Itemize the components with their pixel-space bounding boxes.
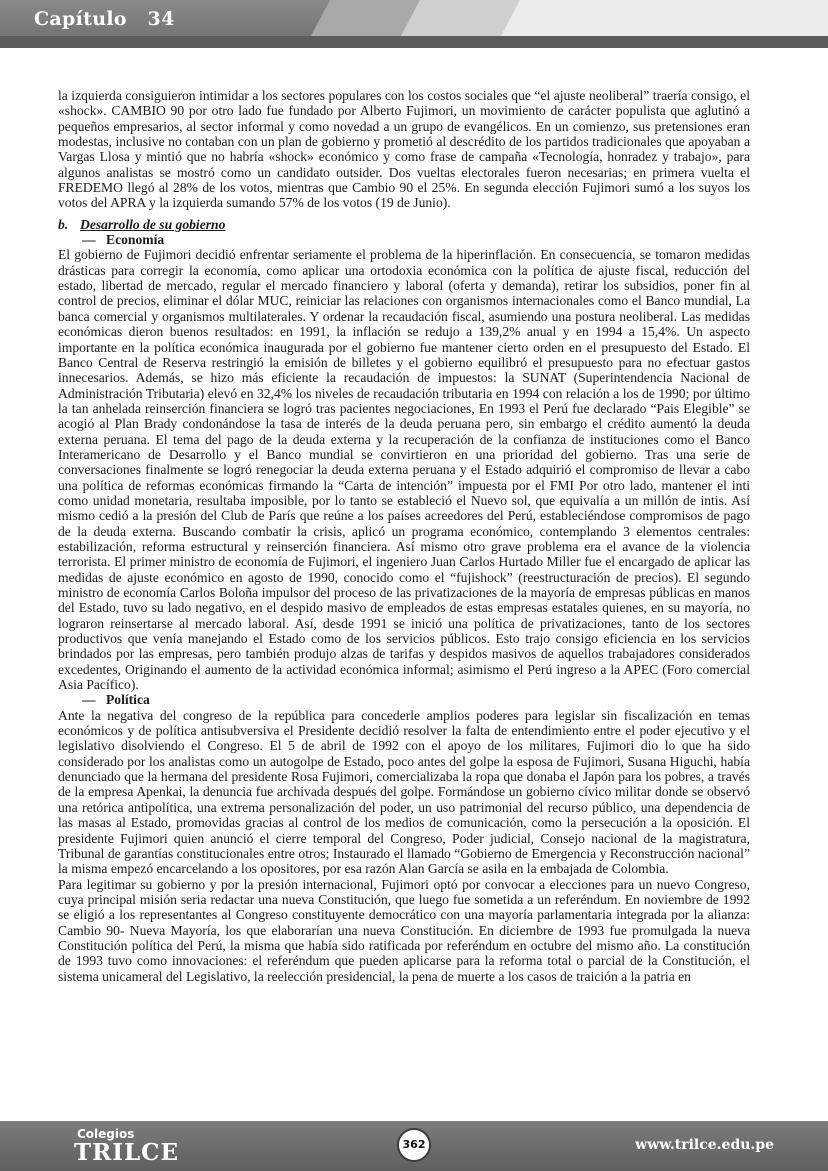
subheading-label: Política: [106, 692, 150, 708]
economia-paragraph: El gobierno de Fujimori decidió enfrentar seriamente el problema de la hiperinflación. En consecuencia, se tomaron medidas drásticas para corregir la economía, como aplicar una ortodoxia económica con la política de ajuste fiscal, reducción del estado, libertad de mercado, regular el mercado financiero y laboral (oferta y demanda), retirar los subsidios, poner fin al control de precios, eliminar el dólar MUC, reiniciar las relaciones con organismos internacionales como el Banco mundial, La banca comercial y organismos multilaterales. Y ordenar la recaudación fiscal, asumiendo una postura neoliberal. Las medidas económicas dieron buenos resultados: en 1991, la inflación se redujo a 139,2% anual y en 1994 a 15,4%. Un aspecto importante en la política económica inaugurada por el gobierno fue mantener cierto orden en el presupuesto del Estado. El Banco Central de Reserva restringió la emisión de billetes y el gobierno equilibró el presupuesto para no efectuar gastos innecesarios. Además, se hizo más eficiente la recaudación de impuestos: la SUNAT (Superintendencia Nacional de Administración Tributaria) elevó en 32,4% los niveles de recaudación tributaria en 1994 con relación a los de 1990; por último la tan anhelada reinserción financiera se logró tras pacientes negociaciones, En 1993 el Perú fue declarado “Pais Elegible” se acogió al Plan Brady condonándose la tasa de interés de la deuda peruana pero, sin embargo el crédito aumentó la deuda externa peruana. El tema del pago de la deuda externa y la recuperación de la confianza de instituciones como el Banco Interamericano de Desarrollo y el Banco mundial se convirtieron en una prioridad del gobierno. Tras una serie de conversaciones finalmente se logró renegociar la deuda externa peruana y el Estado adquirió el compromiso de llevar a cabo una política de reformas económicas firmando la “Carta de intención” impuesta por el FMI Por otro lado, mantener el inti como unidad monetaria, resultaba imposible, por lo tanto se estableció el Nuevo sol, que equivalía a un millón de intis. Así mismo cedió a la presión del Club de París que reúne a los países acreedores del Perú, estableciéndose compromisos de pago de la deuda externa. Buscando combatir la crisis, aplicó un programa económico, contemplando 3 elementos centrales: estabilización, reforma estructural y reinserción financiera. Así mismo otro grave problema era el avance de la violencia terrorista. El primer ministro de economía de Fujimori, el ingeniero Juan Carlos Hurtado Miller fue el encargado de aplicar las medidas de ajuste económico en agosto de 1990, conocido como el “fujishock” (reestructuración de precios). El segundo ministro de economía Carlos Boloña impulsor del proceso de las privatizaciones de la mayoría de empresas públicas en manos del Estado, tuvo su lado negativo, en el despido masivo de empleados de estas empresas estatales quienes, en su mayoría, no lograron reinsertarse al mercado laboral. Así, desde 1991 se inició una política de privatizaciones, tanto de los sectores productivos que venía manejando el Estado como de los servicios públicos. Esto trajo consigo eficiencia en los servicios brindados por las empresas, pero también produjo alzas de tarifas y despidos masivos de aquellos trabajadores considerados excedentes, Originando el aumento de la actividad económica informal; asimismo el Perú ingreso a la APEC (Foro comercial Asia Pacífico).: [58, 247, 750, 693]
subheading-label: Economía: [106, 232, 165, 248]
politica-paragraph-2: Para legitimar su gobierno y por la presión internacional, Fujimori optó por convocar a elecciones para un nuevo Congreso, cuya principal misión seria redactar una nueva Constitución, que luego fue sometida a un referéndum. En noviembre de 1992 se eligió a los representantes al Congreso constituyente democrático con una mayoría parlamentaria integrada por la alianza: Cambio 90- Nueva Mayoría, los que elaborarían una nueva Constitución. En diciembre de 1993 fue promulgada la nueva Constitución política del Perú, la misma que había sido ratificada por referéndum en octubre del mismo año. La constitución de 1993 tuvo como innovaciones: el referéndum que pueden aplicarse para la reforma total o parcial de la Constitución, el sistema unicameral del Legislativo, la reelección presidencial, la pena de muerte a los casos de traición a la patria en: [58, 876, 750, 984]
header-band: [0, 36, 828, 48]
em-dash: —: [82, 692, 96, 708]
page-content: [58, 88, 750, 984]
page-number: 362: [397, 1128, 431, 1162]
subheading-politica: [82, 692, 750, 707]
chapter-title: Capítulo 34: [34, 8, 175, 30]
brand-label-small: Colegios: [77, 1127, 135, 1141]
intro-paragraph: la izquierda consiguieron intimidar a los sectores populares con los costos sociales que “el ajuste neoliberal” traería consigo, el «shock». CAMBIO 90 por otro lado fue fundado por Alberto Fujimori, un movimiento de carácter populista que aglutinó a pequeños empresarios, al sector informal y como novedad a un grupo de evangélicos. En un comienzo, sus pretensiones eran modestas, inclusive no contaban con un plan de gobierno y prometió al descrédito de los partidos tradicionales que apoyaban a Vargas Llosa y mintió que no habría «shock» económico y como frase de campaña «Tecnología, honradez y trabajo», para algunos analistas se mostró como un candidato outsider. Dos vueltas electorales fueron necesarias; en primera vuelta el FREDEMO llegó al 28% de los votos, mientras que Cambio 90 el 25%. En segunda elección Fujimori sumó a los suyos los votos del APRA y la izquierda sumando 57% de los votos (19 de Junio).: [58, 88, 750, 211]
em-dash: —: [82, 232, 96, 248]
section-title: Desarrollo de su gobierno: [80, 216, 226, 232]
page-header: [0, 0, 828, 48]
section-heading: [58, 217, 750, 232]
website-url: www.trilce.edu.pe: [635, 1137, 774, 1153]
brand-logo-text: TRILCE: [74, 1139, 179, 1166]
page-footer: [0, 1121, 828, 1171]
section-letter: b.: [58, 216, 69, 232]
politica-paragraph-1: Ante la negativa del congreso de la república para concederle amplios poderes para legislar sin fiscalización en temas económicos y de política antisubversiva el Presidente decidió resolver la falta de entendimiento entre el poder ejecutivo y el legislativo disolviendo el Congreso. El 5 de abril de 1992 con el apoyo de los militares, Fujimori dio lo que ha sido considerado por los analistas como un autogolpe de Estado, poco antes del golpe la esposa de Fujimori, Susana Higuchi, había denunciado que la hermana del presidente Rosa Fujimori, comercializaba la ropa que donaba el Japón para los pobres, a través de la empresa Apenkai, la denuncia fue archivada después del golpe. Formándose un gobierno cívico militar donde se observó una retórica antipolítica, una extrema personalización del poder, un uso patrimonial del recurso público, una dependencia de las masas al Estado, promovidas gracias al control de los medios de comunicación, como la persecución a la oposición. El presidente Fujimori quien anunció el cierre temporal del Congreso, Poder judicial, Consejo nacional de la magistratura, Tribunal de garantías constitucionales entre otros; Instaurado el llamado “Gobierno de Emergencia y Reconstrucción nacional” la misma empezó encarcelando a los opositores, por esa razón Alan García se asila en la embajada de Colombia.: [58, 707, 750, 877]
subheading-economia: [82, 232, 750, 247]
